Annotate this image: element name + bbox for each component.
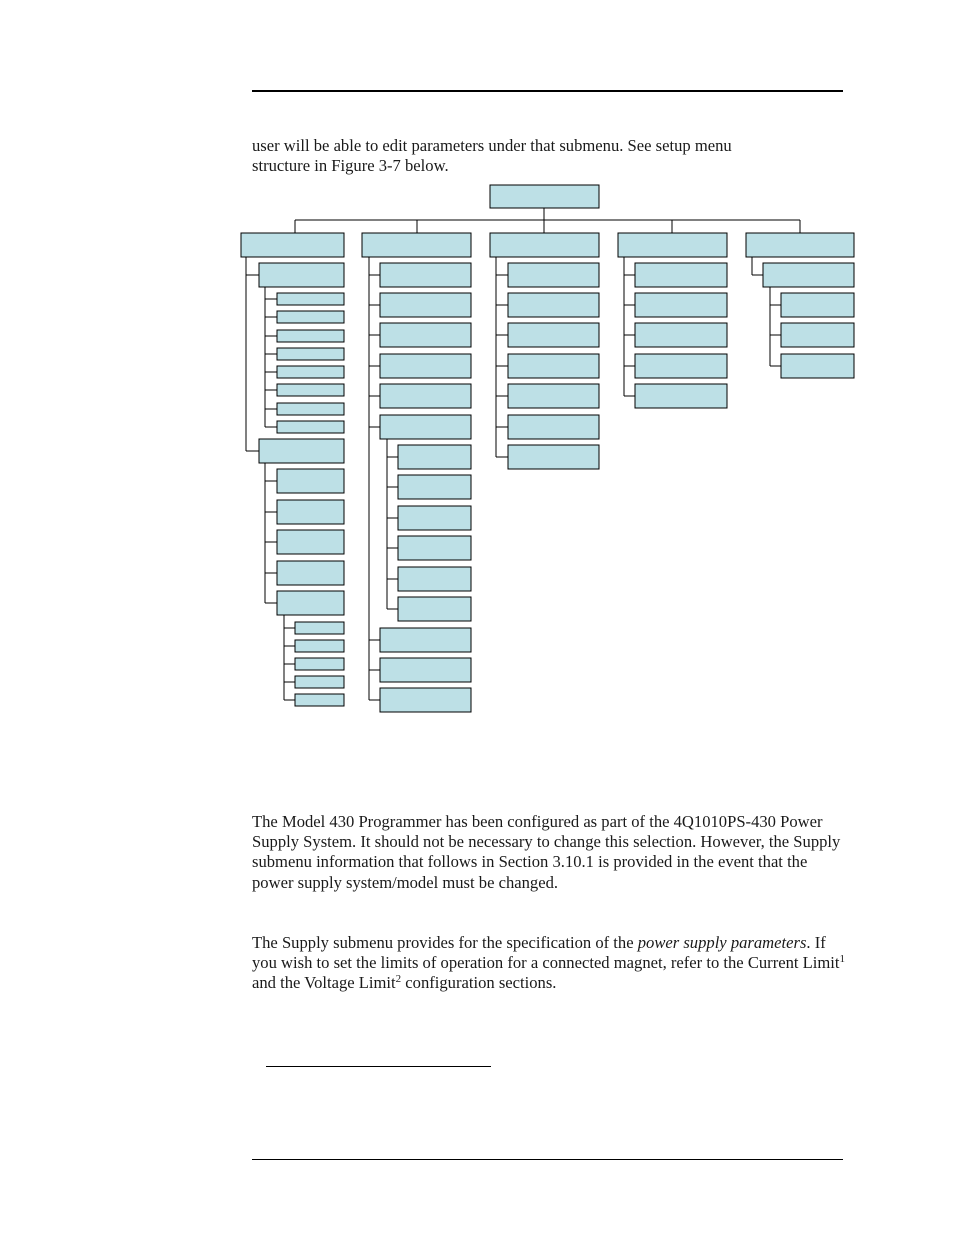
col2-item — [380, 658, 471, 682]
col3-item — [508, 263, 599, 287]
col2-item — [380, 354, 471, 378]
col1-group-a-item — [277, 384, 344, 396]
col1-group-a-box — [259, 263, 344, 287]
col2-item — [380, 628, 471, 652]
col1-group-b-subitem — [295, 640, 344, 652]
submenu-box-3 — [490, 233, 599, 257]
col1-group-b-item — [277, 530, 344, 554]
col2-item — [380, 263, 471, 287]
col1-group-a-item — [277, 293, 344, 305]
col1-group-a-item — [277, 348, 344, 360]
col2-group-subitem — [398, 567, 471, 591]
col1-group-b-item — [277, 561, 344, 585]
submenu-box-2 — [362, 233, 471, 257]
col1-group-b-subitem — [295, 676, 344, 688]
col3-item — [508, 354, 599, 378]
col5-group-subitem — [781, 293, 854, 317]
col1-group-b-subitem — [295, 622, 344, 634]
col1-group-a-item — [277, 366, 344, 378]
intro-line-2: structure in Figure 3-7 below. — [252, 156, 449, 176]
col2-group-subitem — [398, 536, 471, 560]
submenu-box-1 — [241, 233, 344, 257]
para2-italic-term: power supply parameters — [637, 933, 807, 952]
col4-item — [635, 354, 727, 378]
col2-item — [380, 384, 471, 408]
col1-group-b-subitem — [295, 694, 344, 706]
para2-text-4: configuration sections. — [401, 973, 557, 993]
intro-line-1: user will be able to edit parameters under that submenu. See setup menu — [252, 136, 732, 155]
submenu-box-4 — [618, 233, 727, 257]
para2-text-3: and the Voltage Limit — [252, 973, 396, 993]
col2-group-box — [380, 415, 471, 439]
para2-text-2: . If you wish to set the limits of operation for a connected magnet, refer to the Current Limit — [252, 933, 840, 973]
col4-item — [635, 293, 727, 317]
col1-group-a-item — [277, 421, 344, 433]
col5-group-box — [763, 263, 854, 287]
col1-group-b-item — [277, 500, 344, 524]
footer-rule — [252, 1159, 843, 1160]
col1-group-a-item — [277, 311, 344, 323]
col2-item — [380, 293, 471, 317]
col1-group-b-box — [259, 439, 344, 463]
col4-item — [635, 384, 727, 408]
submenu-box-5 — [746, 233, 854, 257]
col2-item — [380, 323, 471, 347]
footnote-ref-2[interactable]: 2 — [395, 973, 402, 986]
col1-group-b-subitem — [295, 658, 344, 670]
paragraph-model-430-configuration: The Model 430 Programmer has been configured as part of the 4Q1010PS-430 Power Supply System. It should not be necessary to change this selection. However, the Supply submenu information that follows in Section 3.10.1 is provided in the event that the power supply system/model must be changed. — [252, 812, 841, 892]
menu-root-box — [490, 185, 599, 208]
col4-item — [635, 323, 727, 347]
col2-group-subitem — [398, 445, 471, 469]
col5-group-subitem — [781, 323, 854, 347]
col4-item — [635, 263, 727, 287]
col2-item — [380, 688, 471, 712]
col2-group-subitem — [398, 506, 471, 530]
col2-group-subitem — [398, 597, 471, 621]
col1-group-b-item — [277, 591, 344, 615]
footnote-separator — [266, 1066, 491, 1067]
col5-group-subitem — [781, 354, 854, 378]
col3-item — [508, 415, 599, 439]
col1-group-a-item — [277, 330, 344, 342]
col3-item — [508, 445, 599, 469]
col3-item — [508, 293, 599, 317]
col1-group-a-item — [277, 403, 344, 415]
para2-text-1: The Supply submenu provides for the specification of the — [252, 933, 638, 952]
col3-item — [508, 323, 599, 347]
col2-group-subitem — [398, 475, 471, 499]
paragraph-supply-submenu — [252, 933, 852, 994]
col3-item — [508, 384, 599, 408]
footnote-ref-1[interactable]: 1 — [839, 953, 846, 966]
col1-group-b-item — [277, 469, 344, 493]
